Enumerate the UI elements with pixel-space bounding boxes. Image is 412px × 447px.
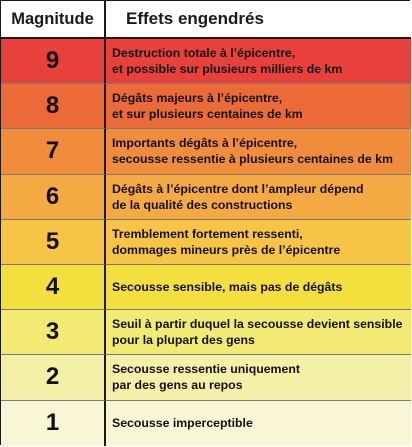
magnitude-cell: 8 (1, 84, 106, 129)
header-effects: Effets engendrés (106, 1, 411, 39)
effects-line: Dégâts à l’épicentre dont l’ampleur dépend (112, 181, 364, 196)
magnitude-cell: 3 (1, 310, 106, 355)
effects-cell (106, 84, 411, 129)
effects-line: Destruction totale à l’épicentre, (112, 46, 296, 61)
effects-cell (106, 401, 411, 446)
magnitude-cell: 9 (1, 39, 106, 84)
effects-line: Seuil à partir duquel la secousse devient sensible (112, 317, 403, 332)
effects-line: Secousse ressentie uniquement (112, 362, 300, 377)
effects-line: par des gens au repos (112, 378, 243, 393)
magnitude-cell: 1 (1, 401, 106, 446)
effects-line: et sur plusieurs centaines de km (112, 107, 303, 122)
effects-cell (106, 39, 411, 84)
magnitude-cell: 2 (1, 355, 106, 400)
effects-line: et possible sur plusieurs milliers de km (112, 62, 343, 77)
effects-cell (106, 129, 411, 174)
header-magnitude: Magnitude (1, 1, 106, 39)
effects-line: Dégâts majeurs à l’épicentre, (112, 91, 283, 106)
effects-line: Secousse imperceptible (112, 416, 253, 431)
effects-cell (106, 265, 411, 310)
effects-cell (106, 355, 411, 400)
effects-line: de la qualité des constructions (112, 197, 293, 212)
effects-cell (106, 310, 411, 355)
effects-line: Importants dégâts à l’épicentre, (112, 136, 298, 151)
effects-cell (106, 220, 411, 265)
effects-line: secousse ressentie à plusieurs centaines de km (112, 152, 393, 167)
magnitude-cell: 6 (1, 175, 106, 220)
effects-cell (106, 175, 411, 220)
magnitude-cell: 4 (1, 265, 106, 310)
magnitude-cell: 7 (1, 129, 106, 174)
effects-line: dommages mineurs près de l’épicentre (112, 242, 341, 257)
effects-line: Secousse sensible, mais pas de dégâts (112, 280, 343, 295)
effects-line: pour la plupart des gens (112, 333, 255, 348)
magnitude-cell: 5 (1, 220, 106, 265)
effects-line: Tremblement fortement ressenti, (112, 226, 303, 241)
